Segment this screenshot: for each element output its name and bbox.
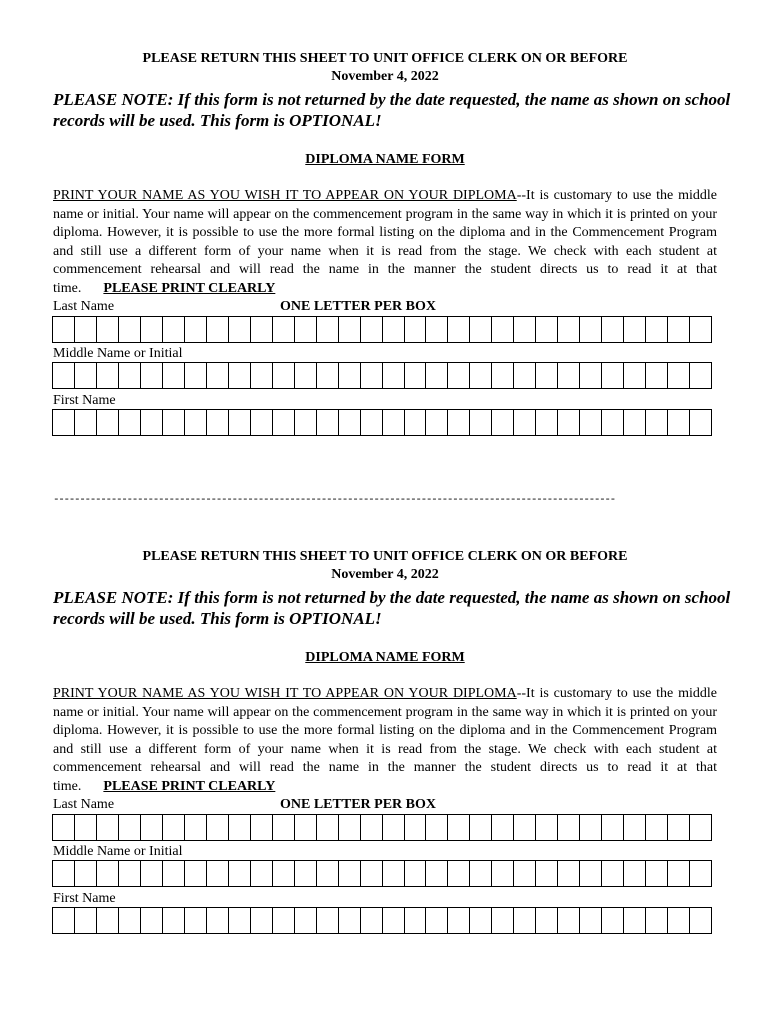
letter-box[interactable] [580, 317, 602, 342]
letter-box[interactable] [558, 861, 580, 886]
letter-box[interactable] [405, 317, 427, 342]
letter-box[interactable] [580, 908, 602, 933]
letter-box[interactable] [646, 410, 668, 435]
letter-box[interactable] [361, 363, 383, 388]
letter-box[interactable] [97, 815, 119, 840]
letter-box[interactable] [185, 861, 207, 886]
letter-box[interactable] [448, 363, 470, 388]
return-instruction: PLEASE RETURN THIS SHEET TO UNIT OFFICE CLERK ON OR BEFORE [142, 549, 628, 564]
letter-box[interactable] [207, 861, 229, 886]
optional-note: PLEASE NOTE: If this form is not returned by the date requested, the name as shown on school records will be used. This form is OPTIONAL! [53, 588, 731, 628]
letter-box[interactable] [668, 363, 690, 388]
optional-note: PLEASE NOTE: If this form is not returned by the date requested, the name as shown on school records will be used. This form is OPTIONAL! [53, 90, 731, 130]
letter-box[interactable] [119, 861, 141, 886]
letter-box[interactable] [229, 317, 251, 342]
letter-box[interactable] [646, 317, 668, 342]
letter-box[interactable] [229, 861, 251, 886]
letter-box[interactable] [273, 410, 295, 435]
letter-box[interactable] [119, 410, 141, 435]
letter-box[interactable] [361, 410, 383, 435]
letter-box[interactable] [514, 908, 536, 933]
letter-box[interactable] [514, 410, 536, 435]
print-clearly: PLEASE PRINT CLEARLY [103, 778, 276, 794]
letter-box[interactable] [558, 317, 580, 342]
cut-line: ----------------------------------------------------------------------------------------------------------- [53, 494, 615, 506]
letter-box[interactable] [339, 861, 361, 886]
letter-box[interactable] [97, 363, 119, 388]
letter-box[interactable] [75, 410, 97, 435]
letter-box[interactable] [207, 410, 229, 435]
letter-box[interactable] [273, 861, 295, 886]
letter-box[interactable] [119, 363, 141, 388]
letter-box[interactable] [383, 317, 405, 342]
first-name-label: First Name [53, 393, 116, 408]
letter-box[interactable] [251, 815, 273, 840]
instruction-body: --It is customary to use the middle name or initial. Your name will appear on the commencement program in the same way in which it is printed on your diploma. However, it is possible to use the more formal listing on the diploma and in the Commencement Program and still use a different form of your name when it is read from the stage. We check with each student at commencement rehearsal and will read the name in the manner the student directs us to read it at that time. [53, 188, 717, 296]
letter-box[interactable] [426, 363, 448, 388]
letter-box[interactable] [602, 815, 624, 840]
letter-box[interactable] [646, 815, 668, 840]
letter-box[interactable] [97, 410, 119, 435]
letter-box[interactable] [251, 861, 273, 886]
letter-box[interactable] [317, 317, 339, 342]
letter-box[interactable] [295, 363, 317, 388]
middle-name-label: Middle Name or Initial [53, 346, 183, 361]
first-name-boxes[interactable] [52, 409, 712, 436]
middle-name-label: Middle Name or Initial [53, 844, 183, 859]
letter-box[interactable] [405, 363, 427, 388]
letter-box[interactable] [448, 908, 470, 933]
letter-box[interactable] [295, 908, 317, 933]
letter-box[interactable] [141, 908, 163, 933]
letter-box[interactable] [536, 908, 558, 933]
letter-box[interactable] [492, 317, 514, 342]
first-name-boxes[interactable] [52, 907, 712, 934]
letter-box[interactable] [119, 815, 141, 840]
letter-box[interactable] [624, 317, 646, 342]
form-title: DIPLOMA NAME FORM [305, 152, 465, 167]
letter-box[interactable] [295, 815, 317, 840]
letter-box[interactable] [558, 363, 580, 388]
letter-box[interactable] [602, 363, 624, 388]
letter-box[interactable] [251, 908, 273, 933]
letter-box[interactable] [207, 815, 229, 840]
letter-box[interactable] [317, 363, 339, 388]
letter-box[interactable] [492, 861, 514, 886]
letter-box[interactable] [580, 861, 602, 886]
letter-box[interactable] [470, 908, 492, 933]
letter-box[interactable] [141, 317, 163, 342]
letter-box[interactable] [668, 410, 690, 435]
letter-box[interactable] [185, 317, 207, 342]
last-name-label: Last Name [53, 299, 115, 314]
letter-box[interactable] [624, 363, 646, 388]
letter-box[interactable] [690, 815, 712, 840]
letter-box[interactable] [75, 815, 97, 840]
letter-box[interactable] [75, 908, 97, 933]
letter-box[interactable] [624, 908, 646, 933]
instructions-paragraph [53, 187, 717, 299]
letter-box[interactable] [492, 363, 514, 388]
letter-box[interactable] [53, 908, 75, 933]
letter-box[interactable] [273, 317, 295, 342]
letter-box[interactable] [361, 908, 383, 933]
letter-box[interactable] [558, 410, 580, 435]
return-date: November 4, 2022 [331, 69, 439, 84]
letter-box[interactable] [185, 815, 207, 840]
letter-box[interactable] [339, 363, 361, 388]
letter-box[interactable] [514, 317, 536, 342]
letter-box[interactable] [141, 410, 163, 435]
letter-box[interactable] [624, 861, 646, 886]
letter-box[interactable] [558, 908, 580, 933]
letter-box[interactable] [97, 908, 119, 933]
letter-box[interactable] [405, 815, 427, 840]
instruction-lead: PRINT YOUR NAME AS YOU WISH IT TO APPEAR ON YOUR DIPLOMA [53, 686, 517, 701]
letter-box[interactable] [470, 861, 492, 886]
letter-box[interactable] [229, 410, 251, 435]
letter-box[interactable] [53, 815, 75, 840]
letter-box[interactable] [229, 363, 251, 388]
letter-box[interactable] [185, 363, 207, 388]
letter-box[interactable] [251, 363, 273, 388]
letter-box[interactable] [53, 317, 75, 342]
letter-box[interactable] [75, 861, 97, 886]
last-name-boxes[interactable] [52, 316, 712, 343]
letter-box[interactable] [536, 861, 558, 886]
letter-box[interactable] [317, 410, 339, 435]
letter-box[interactable] [339, 815, 361, 840]
letter-box[interactable] [383, 861, 405, 886]
letter-box[interactable] [97, 317, 119, 342]
letter-box[interactable] [53, 410, 75, 435]
letter-box[interactable] [690, 363, 712, 388]
letter-box[interactable] [163, 317, 185, 342]
instruction-body: --It is customary to use the middle name or initial. Your name will appear on the commencement program in the same way in which it is printed on your diploma. However, it is possible to use the more formal listing on the diploma and in the Commencement Program and still use a different form of your name when it is read from the stage. We check with each student at commencement rehearsal and will read the name in the manner the student directs us to read it at that time. [53, 686, 717, 794]
letter-box[interactable] [295, 861, 317, 886]
letter-box[interactable] [536, 815, 558, 840]
letter-box[interactable] [470, 815, 492, 840]
letter-box[interactable] [207, 317, 229, 342]
print-clearly: PLEASE PRINT CLEARLY [103, 280, 276, 296]
letter-box[interactable] [229, 815, 251, 840]
letter-box[interactable] [646, 908, 668, 933]
letter-box[interactable] [426, 410, 448, 435]
one-letter-per-box: ONE LETTER PER BOX [280, 797, 436, 812]
return-instruction: PLEASE RETURN THIS SHEET TO UNIT OFFICE CLERK ON OR BEFORE [142, 51, 628, 66]
letter-box[interactable] [119, 908, 141, 933]
letter-box[interactable] [207, 363, 229, 388]
letter-box[interactable] [690, 410, 712, 435]
letter-box[interactable] [163, 908, 185, 933]
letter-box[interactable] [185, 908, 207, 933]
letter-box[interactable] [273, 908, 295, 933]
last-name-label: Last Name [53, 797, 115, 812]
letter-box[interactable] [448, 861, 470, 886]
letter-box[interactable] [690, 861, 712, 886]
letter-box[interactable] [295, 410, 317, 435]
letter-box[interactable] [492, 908, 514, 933]
letter-box[interactable] [536, 410, 558, 435]
letter-box[interactable] [492, 410, 514, 435]
one-letter-per-box: ONE LETTER PER BOX [280, 299, 436, 314]
form-title: DIPLOMA NAME FORM [305, 650, 465, 665]
letter-box[interactable] [668, 908, 690, 933]
letter-box[interactable] [580, 815, 602, 840]
letter-box[interactable] [361, 815, 383, 840]
letter-box[interactable] [251, 317, 273, 342]
letter-box[interactable] [383, 815, 405, 840]
letter-box[interactable] [646, 861, 668, 886]
letter-box[interactable] [251, 410, 273, 435]
letter-box[interactable] [163, 815, 185, 840]
letter-box[interactable] [163, 410, 185, 435]
letter-box[interactable] [624, 815, 646, 840]
letter-box[interactable] [361, 317, 383, 342]
letter-box[interactable] [317, 861, 339, 886]
letter-box[interactable] [97, 861, 119, 886]
letter-box[interactable] [514, 815, 536, 840]
letter-box[interactable] [53, 363, 75, 388]
letter-box[interactable] [448, 815, 470, 840]
letter-box[interactable] [163, 861, 185, 886]
return-date: November 4, 2022 [331, 567, 439, 582]
letter-box[interactable] [383, 410, 405, 435]
letter-box[interactable] [405, 861, 427, 886]
letter-box[interactable] [141, 363, 163, 388]
letter-box[interactable] [75, 363, 97, 388]
letter-box[interactable] [602, 317, 624, 342]
letter-box[interactable] [185, 410, 207, 435]
letter-box[interactable] [536, 317, 558, 342]
letter-box[interactable] [426, 815, 448, 840]
letter-box[interactable] [690, 908, 712, 933]
last-name-boxes[interactable] [52, 814, 712, 841]
letter-box[interactable] [668, 317, 690, 342]
letter-box[interactable] [580, 410, 602, 435]
letter-box[interactable] [514, 861, 536, 886]
letter-box[interactable] [339, 410, 361, 435]
letter-box[interactable] [361, 861, 383, 886]
letter-box[interactable] [470, 410, 492, 435]
letter-box[interactable] [602, 410, 624, 435]
letter-box[interactable] [536, 363, 558, 388]
letter-box[interactable] [383, 363, 405, 388]
letter-box[interactable] [405, 410, 427, 435]
letter-box[interactable] [646, 363, 668, 388]
letter-box[interactable] [383, 908, 405, 933]
letter-box[interactable] [602, 861, 624, 886]
letter-box[interactable] [273, 815, 295, 840]
letter-box[interactable] [317, 815, 339, 840]
letter-box[interactable] [602, 908, 624, 933]
letter-box[interactable] [119, 317, 141, 342]
letter-box[interactable] [339, 908, 361, 933]
letter-box[interactable] [141, 815, 163, 840]
letter-box[interactable] [426, 908, 448, 933]
letter-box[interactable] [470, 317, 492, 342]
letter-box[interactable] [317, 908, 339, 933]
letter-box[interactable] [141, 861, 163, 886]
letter-box[interactable] [668, 861, 690, 886]
letter-box[interactable] [690, 317, 712, 342]
letter-box[interactable] [558, 815, 580, 840]
letter-box[interactable] [470, 363, 492, 388]
letter-box[interactable] [163, 363, 185, 388]
letter-box[interactable] [53, 861, 75, 886]
letter-box[interactable] [75, 317, 97, 342]
letter-box[interactable] [339, 317, 361, 342]
letter-box[interactable] [514, 363, 536, 388]
middle-name-boxes[interactable] [52, 860, 712, 887]
letter-box[interactable] [426, 317, 448, 342]
letter-box[interactable] [426, 861, 448, 886]
first-name-label: First Name [53, 891, 116, 906]
instruction-lead: PRINT YOUR NAME AS YOU WISH IT TO APPEAR ON YOUR DIPLOMA [53, 188, 517, 203]
letter-box[interactable] [229, 908, 251, 933]
letter-box[interactable] [668, 815, 690, 840]
letter-box[interactable] [295, 317, 317, 342]
instructions-paragraph [53, 685, 717, 797]
letter-box[interactable] [207, 908, 229, 933]
letter-box[interactable] [405, 908, 427, 933]
letter-box[interactable] [273, 363, 295, 388]
letter-box[interactable] [492, 815, 514, 840]
letter-box[interactable] [448, 317, 470, 342]
letter-box[interactable] [448, 410, 470, 435]
letter-box[interactable] [580, 363, 602, 388]
middle-name-boxes[interactable] [52, 362, 712, 389]
letter-box[interactable] [624, 410, 646, 435]
